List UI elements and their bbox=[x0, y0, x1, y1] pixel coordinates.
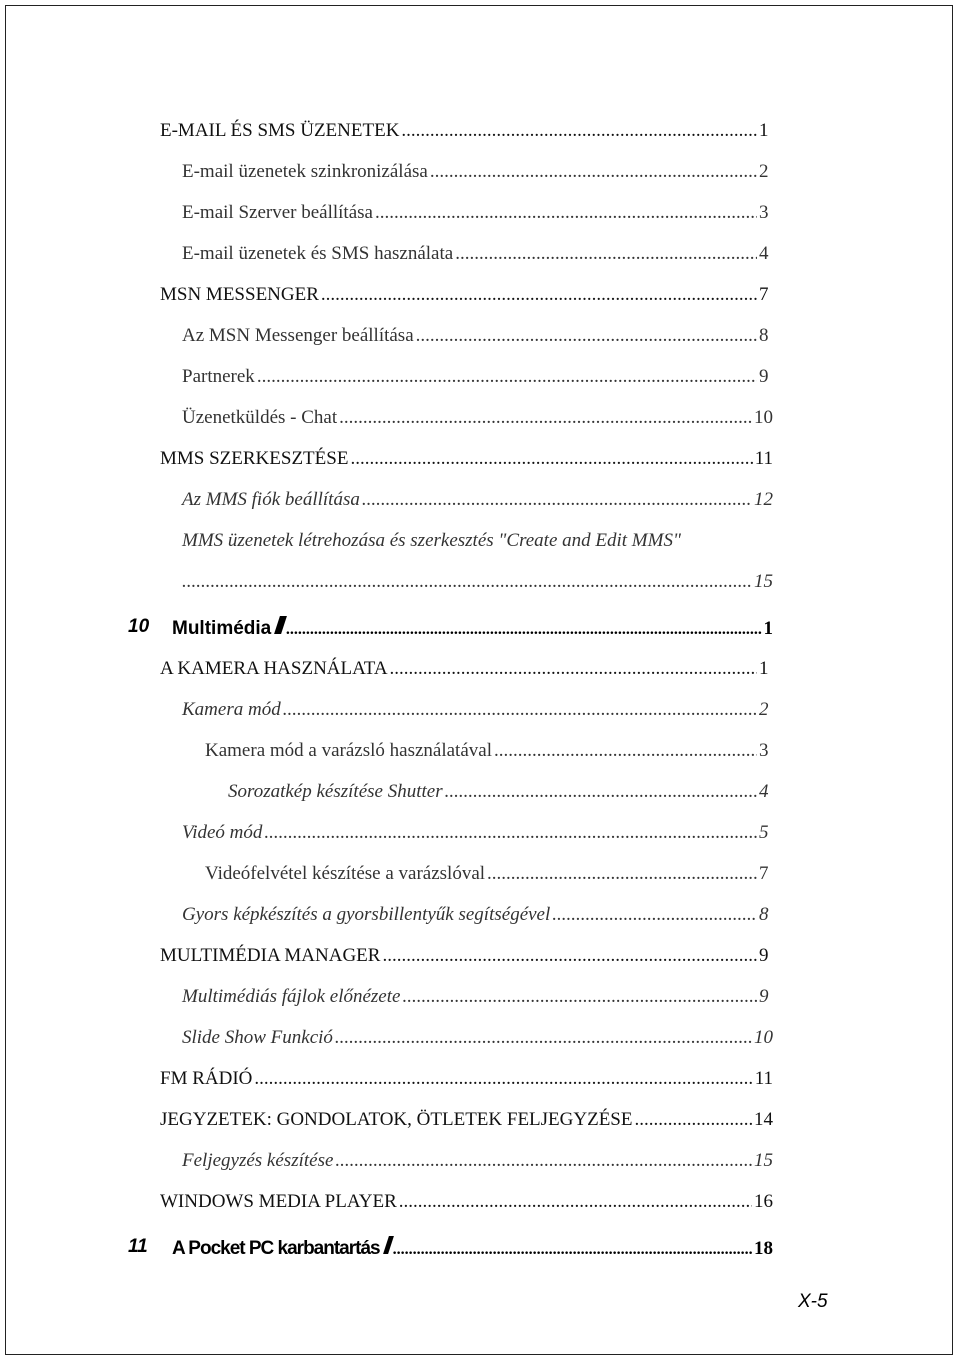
toc-entry-chat[interactable] bbox=[182, 407, 773, 429]
dot-leader bbox=[286, 621, 762, 639]
dot-leader bbox=[487, 863, 757, 885]
toc-entry-notes[interactable] bbox=[160, 1109, 773, 1131]
dot-leader bbox=[335, 1150, 752, 1172]
chapter-page: 18 bbox=[754, 1238, 773, 1259]
toc-entry-mms-account[interactable] bbox=[182, 489, 773, 511]
toc-entry-page: 1 bbox=[759, 120, 769, 141]
toc-entry-label: MMS SZERKESZTÉSE bbox=[160, 448, 349, 469]
toc-entry-page: 5 bbox=[759, 822, 769, 843]
toc-entry-label-line bbox=[182, 530, 782, 552]
toc-entry-label: Sorozatkép készítése Shutter bbox=[228, 781, 443, 802]
toc-entry-page: 9 bbox=[759, 366, 769, 387]
toc-entry-camera-wizard[interactable] bbox=[205, 740, 773, 762]
toc-entry-label: Kamera mód bbox=[182, 699, 281, 720]
toc-entry-label: JEGYZETEK: GONDOLATOK, ÖTLETEK FELJEGYZÉSE bbox=[160, 1109, 633, 1130]
dot-leader bbox=[390, 658, 757, 680]
chapter-number: 11 bbox=[128, 1236, 148, 1257]
toc-chapter-10[interactable] bbox=[128, 616, 773, 640]
dot-leader bbox=[402, 986, 757, 1008]
toc-entry-label: Az MMS fiók beállítása bbox=[182, 489, 360, 510]
toc-entry-page: 12 bbox=[754, 489, 773, 510]
toc-entry-label: Az MSN Messenger beállítása bbox=[182, 325, 414, 346]
toc-entry-page: 4 bbox=[759, 243, 769, 264]
toc-entry-label: MULTIMÉDIA MANAGER bbox=[160, 945, 381, 966]
toc-entry-label: Üzenetküldés - Chat bbox=[182, 407, 338, 428]
toc-entry-mms-editing[interactable] bbox=[160, 448, 773, 470]
toc-entry-page: 9 bbox=[759, 986, 769, 1007]
dot-leader bbox=[399, 1191, 752, 1213]
dot-leader bbox=[254, 1068, 752, 1090]
dot-leader bbox=[634, 1109, 752, 1131]
toc-entry-label: Feljegyzés készítése bbox=[182, 1150, 334, 1171]
toc-entry-multimedia-manager[interactable] bbox=[160, 945, 773, 967]
dot-leader bbox=[401, 120, 757, 142]
toc-entry-page: 2 bbox=[759, 699, 769, 720]
dot-leader bbox=[283, 699, 757, 721]
toc-entry-camera-usage[interactable] bbox=[160, 658, 773, 680]
toc-entry-page: 16 bbox=[754, 1191, 773, 1212]
toc-entry-page: 2 bbox=[759, 161, 769, 182]
toc-entry-media-preview[interactable] bbox=[182, 986, 773, 1008]
toc-entry-label: Partnerek bbox=[182, 366, 255, 387]
chapter-title: A Pocket PC karbantartás bbox=[172, 1238, 380, 1259]
toc-entry-video-mode[interactable] bbox=[182, 822, 773, 844]
toc-entry-label: Videó mód bbox=[182, 822, 263, 843]
dot-leader bbox=[335, 1027, 752, 1049]
toc-entry-page: 10 bbox=[754, 407, 773, 428]
toc-entry-email-server[interactable] bbox=[182, 202, 773, 224]
dot-leader bbox=[321, 284, 757, 306]
dot-leader bbox=[430, 161, 757, 183]
toc-entry-label: Kamera mód a varázsló használatával bbox=[205, 740, 492, 761]
toc-entry-page: 11 bbox=[754, 1068, 773, 1089]
toc-entry-page: 8 bbox=[759, 325, 769, 346]
toc-entry-msn-messenger[interactable] bbox=[160, 284, 773, 306]
dot-leader bbox=[393, 1241, 752, 1259]
toc-entry-label: FM RÁDIÓ bbox=[160, 1068, 253, 1089]
toc-entry-camera-mode[interactable] bbox=[182, 699, 773, 721]
dot-leader bbox=[350, 448, 752, 470]
dot-leader bbox=[455, 243, 757, 265]
toc-entry-email-sms[interactable] bbox=[160, 120, 773, 142]
toc-chapter-11[interactable] bbox=[128, 1236, 773, 1260]
chapter-title: Multimédia bbox=[172, 618, 272, 639]
toc-entry-create-note[interactable] bbox=[182, 1150, 773, 1172]
toc-entry-leader-line bbox=[182, 571, 773, 593]
dot-leader bbox=[264, 822, 757, 844]
dot-leader bbox=[552, 904, 757, 926]
dot-leader bbox=[494, 740, 757, 762]
toc-entry-label: E-MAIL ÉS SMS ÜZENETEK bbox=[160, 120, 400, 141]
toc-entry-page: 3 bbox=[759, 202, 769, 223]
toc-entry-quick-capture[interactable] bbox=[182, 904, 773, 926]
dot-leader bbox=[445, 781, 757, 803]
toc-entry-label: Slide Show Funkció bbox=[182, 1027, 333, 1048]
toc-entry-windows-media-player[interactable] bbox=[160, 1191, 773, 1213]
chapter-page: 1 bbox=[763, 618, 773, 639]
toc-entry-label: E-mail üzenetek és SMS használata bbox=[182, 243, 454, 264]
toc-entry-label: E-mail üzenetek szinkronizálása bbox=[182, 161, 428, 182]
toc-entry-slide-show[interactable] bbox=[182, 1027, 773, 1049]
toc-entry-msn-setup[interactable] bbox=[182, 325, 773, 347]
dot-leader bbox=[362, 489, 752, 511]
toc-entry-label: WINDOWS MEDIA PLAYER bbox=[160, 1191, 397, 1212]
toc-entry-page: 11 bbox=[754, 448, 773, 469]
toc-entry-video-wizard[interactable] bbox=[205, 863, 773, 885]
toc-entry-label: E-mail Szerver beállítása bbox=[182, 202, 373, 223]
toc-entry-label: A KAMERA HASZNÁLATA bbox=[160, 658, 388, 679]
toc-entry-email-sync[interactable] bbox=[182, 161, 773, 183]
dot-leader bbox=[375, 202, 757, 224]
dot-leader bbox=[339, 407, 752, 429]
toc-entry-partners[interactable] bbox=[182, 366, 773, 388]
toc-entry-page: 1 bbox=[759, 658, 769, 679]
dot-leader bbox=[182, 571, 752, 593]
toc-entry-page: 4 bbox=[759, 781, 769, 802]
dot-leader bbox=[257, 366, 757, 388]
toc-entry-page: 10 bbox=[754, 1027, 773, 1048]
toc-entry-page: 15 bbox=[754, 1150, 773, 1171]
toc-entry-label: Multimédiás fájlok előnézete bbox=[182, 986, 401, 1007]
toc-entry-page: 15 bbox=[754, 571, 773, 592]
toc-entry-page: 7 bbox=[759, 284, 769, 305]
toc-entry-page: 7 bbox=[759, 863, 769, 884]
dot-leader bbox=[416, 325, 757, 347]
toc-entry-page: 9 bbox=[759, 945, 769, 966]
dot-leader bbox=[382, 945, 757, 967]
chapter-number: 10 bbox=[128, 616, 150, 637]
toc-entry-email-sms-usage[interactable] bbox=[182, 243, 773, 265]
toc-entry-label: Gyors képkészítés a gyorsbillentyűk segítségével bbox=[182, 904, 551, 925]
page-number: X-5 bbox=[798, 1291, 828, 1312]
toc-entry-label: MMS üzenetek létrehozása és szerkesztés "Create and Edit MMS" bbox=[182, 530, 681, 551]
toc-entry-label: MSN MESSENGER bbox=[160, 284, 319, 305]
toc-entry-page: 3 bbox=[759, 740, 769, 761]
toc-entry-fm-radio[interactable] bbox=[160, 1068, 773, 1090]
toc-entry-page: 8 bbox=[759, 904, 769, 925]
toc-entry-label: Videófelvétel készítése a varázslóval bbox=[205, 863, 486, 884]
toc-entry-burst-shutter[interactable] bbox=[228, 781, 773, 803]
toc-entry-page: 14 bbox=[754, 1109, 773, 1130]
